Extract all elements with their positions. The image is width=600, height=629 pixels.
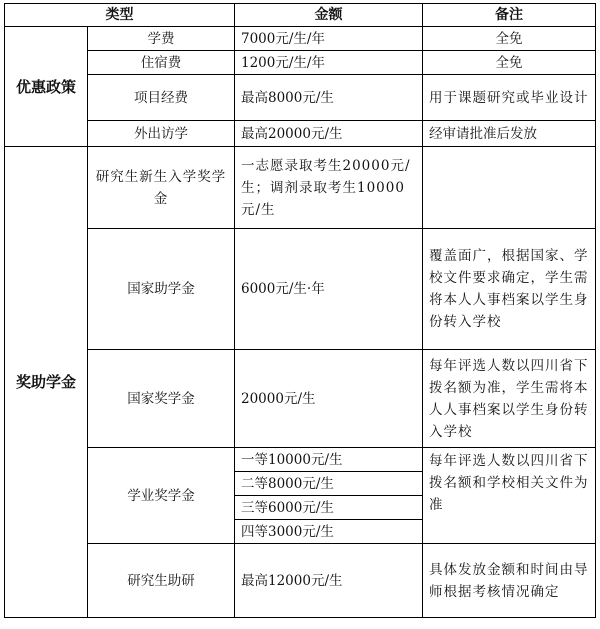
- category-scholarships-grants: 奖助学金: [5, 147, 88, 618]
- amount-cell: 最高12000元/生: [235, 544, 423, 618]
- note-cell: 全免: [423, 27, 596, 51]
- header-note: 备注: [423, 4, 596, 27]
- item-cell: 学业奖学金: [88, 448, 235, 544]
- amount-cell: 一志愿录取考生20000元/生；调剂录取考生10000元/生: [235, 147, 423, 229]
- amount-cell: 二等8000元/生: [235, 472, 423, 496]
- amount-cell: 最高20000元/生: [235, 121, 423, 147]
- table-row: [5, 75, 596, 121]
- item-cell: 住宿费: [88, 51, 235, 75]
- note-cell: 每年评选人数以四川省下拨名额为准，学生需将本人人事档案以学生身份转入学校: [423, 350, 596, 448]
- note-cell: 具体发放金额和时间由导师根据考核情况确定: [423, 544, 596, 618]
- amount-cell: 一等10000元/生: [235, 448, 423, 472]
- table-row: [5, 350, 596, 448]
- item-cell: 外出访学: [88, 121, 235, 147]
- table-row: [5, 229, 596, 350]
- category-preferential-policy: 优惠政策: [5, 27, 88, 147]
- item-cell: 学费: [88, 27, 235, 51]
- header-row: [5, 4, 596, 27]
- note-cell: 覆盖面广，根据国家、学校文件要求确定，学生需将本人人事档案以学生身份转入学校: [423, 229, 596, 350]
- amount-cell: 三等6000元/生: [235, 496, 423, 520]
- amount-cell: 最高8000元/生: [235, 75, 423, 121]
- table-row: [5, 51, 596, 75]
- header-amount: 金额: [235, 4, 423, 27]
- item-cell: 研究生新生入学奖学金: [88, 147, 235, 229]
- note-cell: 每年评选人数以四川省下拨名额和学校相关文件为准: [423, 448, 596, 544]
- note-cell: 经审请批准后发放: [423, 121, 596, 147]
- table-row: [5, 147, 596, 229]
- amount-cell: 四等3000元/生: [235, 520, 423, 544]
- item-cell: 国家奖学金: [88, 350, 235, 448]
- item-cell: 国家助学金: [88, 229, 235, 350]
- scholarship-fee-table: [4, 3, 596, 618]
- amount-cell: 1200元/生/年: [235, 51, 423, 75]
- item-cell: 项目经费: [88, 75, 235, 121]
- table-row: [5, 121, 596, 147]
- header-type: 类型: [5, 4, 235, 27]
- amount-cell: 6000元/生·年: [235, 229, 423, 350]
- item-cell: 研究生助研: [88, 544, 235, 618]
- amount-cell: 20000元/生: [235, 350, 423, 448]
- table-row: [5, 544, 596, 618]
- table-row: [5, 27, 596, 51]
- note-cell: 用于课题研究或毕业设计: [423, 75, 596, 121]
- amount-cell: 7000元/生/年: [235, 27, 423, 51]
- table-row: [5, 448, 596, 472]
- note-cell: 全免: [423, 51, 596, 75]
- note-cell: [423, 147, 596, 229]
